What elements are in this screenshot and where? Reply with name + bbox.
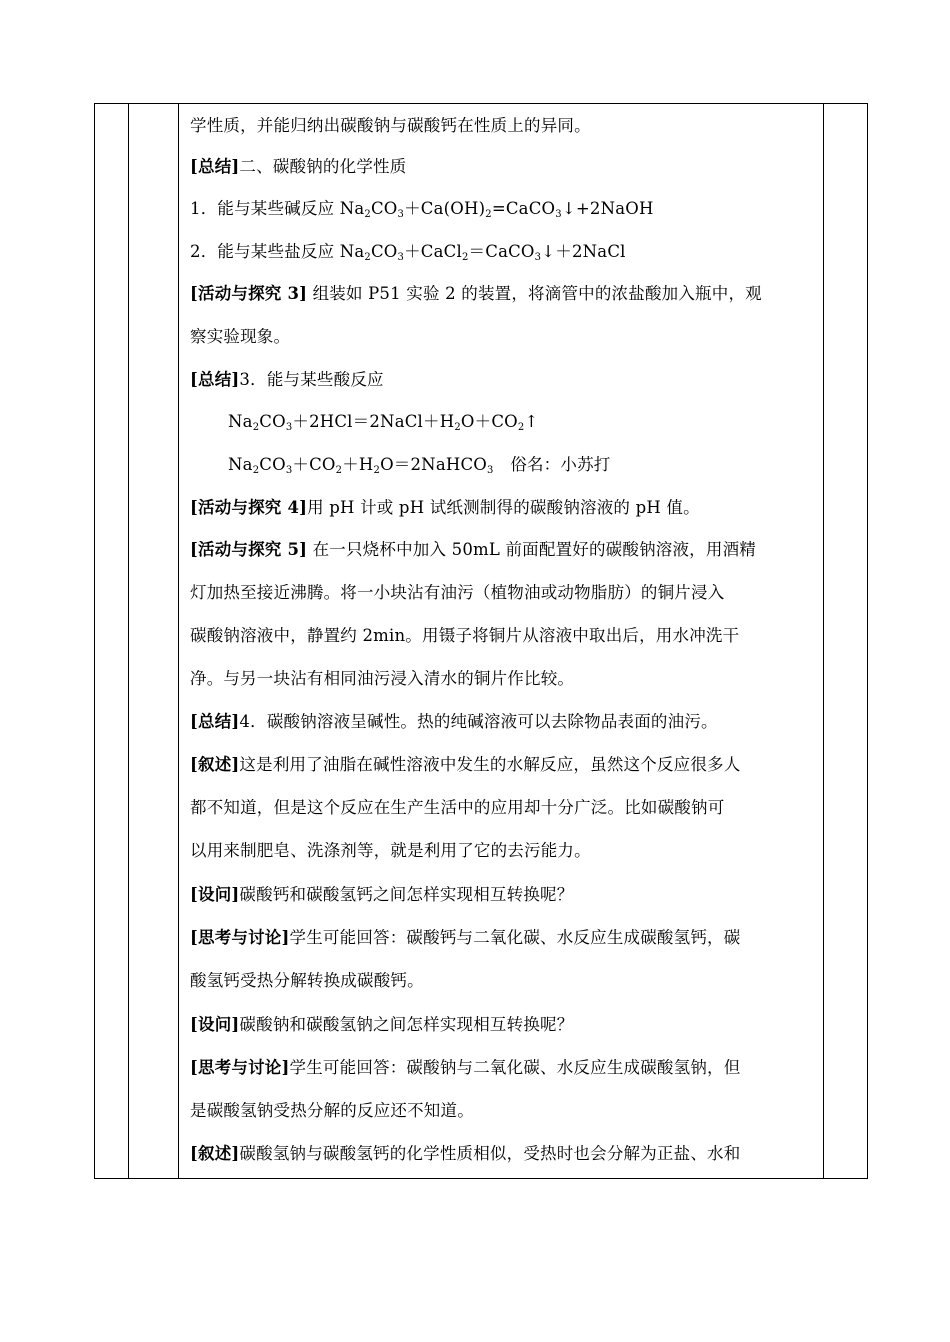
text-line: 2．能与某些盐反应 $Na_2CO_3+CaCl_2=CaCO_3↓+2NaCl$ xyxy=(190,242,626,263)
text-line: [设问]碳酸钠和碳酸氢钠之间怎样实现相互转换呢？ xyxy=(190,1015,574,1034)
lesson-table xyxy=(94,103,868,1179)
text-line: [叙述]碳酸氢钠与碳酸氢钙的化学性质相似，受热时也会分解为正盐、水和 xyxy=(190,1144,741,1163)
section-tag: [总结] xyxy=(190,157,240,176)
text-line: $Na_2CO_3+2HCl=2NaCl+H_2O+CO_2↑$ xyxy=(228,412,539,433)
text-line: [思考与讨论]学生可能回答：碳酸钠与二氧化碳、水反应生成碳酸氢钠，但 xyxy=(190,1058,741,1077)
section-tag: [叙述] xyxy=(190,1144,240,1163)
text-line: [活动与探究 5] 在一只烧杯中加入 50mL 前面配置好的碳酸钠溶液，用酒精 xyxy=(190,540,756,559)
text-line: [活动与探究 4]用 pH 计或 pH 试纸测制得的碳酸钠溶液的 pH 值。 xyxy=(190,498,700,517)
section-tag: [设问] xyxy=(190,1015,240,1034)
section-tag: [叙述] xyxy=(190,755,240,774)
text-line: 察实验现象。 xyxy=(190,327,291,346)
text-line: 是碳酸氢钠受热分解的反应还不知道。 xyxy=(190,1101,474,1120)
text-line: 净。与另一块沾有相同油污浸入清水的铜片作比较。 xyxy=(190,669,575,688)
text-line: 以用来制肥皂、洗涤剂等，就是利用了它的去污能力。 xyxy=(190,841,591,860)
section-tag: [活动与探究 4] xyxy=(190,498,308,517)
section-tag: [思考与讨论] xyxy=(190,928,290,947)
text-line: 灯加热至接近沸腾。将一小块沾有油污（植物油或动物脂肪）的铜片浸入 xyxy=(190,583,725,602)
section-tag: [设问] xyxy=(190,885,240,904)
section-tag: [总结] xyxy=(190,712,240,731)
text-line: 酸氢钙受热分解转换成碳酸钙。 xyxy=(190,971,424,990)
text-line: [思考与讨论]学生可能回答：碳酸钙与二氧化碳、水反应生成碳酸氢钙，碳 xyxy=(190,928,741,947)
column-divider-1 xyxy=(128,104,129,1178)
column-divider-3 xyxy=(823,104,824,1178)
column-divider-2 xyxy=(178,104,179,1178)
text-line: $Na_2CO_3+CO_2+H_2O=2NaHCO_3$ 俗名：小苏打 xyxy=(228,455,611,476)
text-line: 都不知道，但是这个反应在生产生活中的应用却十分广泛。比如碳酸钠可 xyxy=(190,798,725,817)
text-line: [设问]碳酸钙和碳酸氢钙之间怎样实现相互转换呢？ xyxy=(190,885,574,904)
text-line: [活动与探究 3] 组装如 P51 实验 2 的装置，将滴管中的浓盐酸加入瓶中，观 xyxy=(190,284,762,303)
text-line: [叙述]这是利用了油脂在碱性溶液中发生的水解反应，虽然这个反应很多人 xyxy=(190,755,741,774)
text-line: [总结]3．能与某些酸反应 xyxy=(190,370,384,389)
section-tag: [活动与探究 5] xyxy=(190,540,308,559)
text-line: [总结]二、碳酸钠的化学性质 xyxy=(190,157,407,176)
section-tag: [思考与讨论] xyxy=(190,1058,290,1077)
text-line: 学性质，并能归纳出碳酸钠与碳酸钙在性质上的异同。 xyxy=(190,116,591,135)
section-tag: [总结] xyxy=(190,370,240,389)
text-line: [总结]4．碳酸钠溶液呈碱性。热的纯碱溶液可以去除物品表面的油污。 xyxy=(190,712,718,731)
text-line: 碳酸钠溶液中，静置约 2min。用镊子将铜片从溶液中取出后，用水冲洗干 xyxy=(190,626,740,645)
section-tag: [活动与探究 3] xyxy=(190,284,308,303)
text-line: 1．能与某些碱反应 $Na_2CO_3+Ca(OH)_2=CaCO_3↓+2NaOH$ xyxy=(190,199,654,220)
